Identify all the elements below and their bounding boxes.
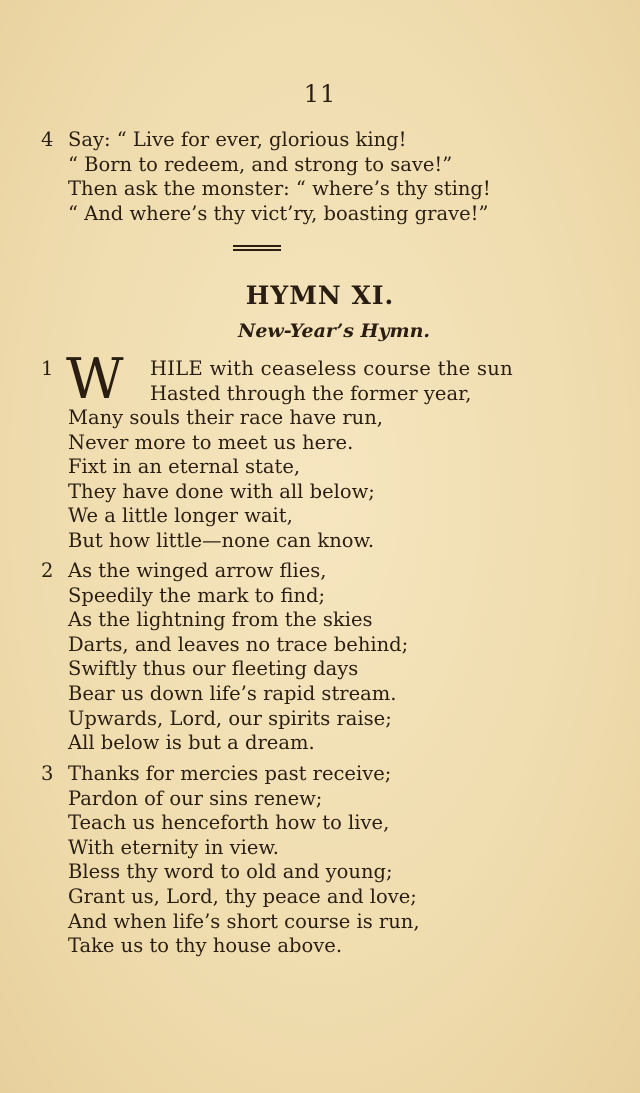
verse-line: Thanks for mercies past receive; bbox=[68, 762, 392, 785]
verse-line: Darts, and leaves no trace behind; bbox=[68, 632, 409, 656]
verse-line: Grant us, Lord, thy peace and love; bbox=[68, 884, 417, 908]
verse-line: Never more to meet us here. bbox=[68, 430, 354, 454]
verse-line: All below is but a dream. bbox=[68, 731, 315, 755]
verse-line: “ Born to redeem, and strong to save!” bbox=[68, 152, 453, 176]
hymn-title: HYMN XI. bbox=[245, 281, 395, 310]
stanza-number: 3 bbox=[41, 762, 54, 785]
verse-line: Swiftly thus our fleeting days bbox=[68, 657, 359, 681]
verse-line: Upwards, Lord, our spirits raise; bbox=[68, 706, 392, 730]
verse-line: Pardon of our sins renew; bbox=[68, 786, 323, 810]
section-divider bbox=[233, 245, 281, 251]
verse-line: With eternity in view. bbox=[68, 835, 279, 859]
verse-line: Fixt in an eternal state, bbox=[68, 455, 301, 479]
verse-line: Teach us henceforth how to live, bbox=[68, 811, 390, 835]
verse-line: Many souls their race have run, bbox=[68, 406, 383, 429]
verse-line: As the lightning from the skies bbox=[68, 608, 373, 632]
stanza-number: 1 bbox=[41, 357, 54, 380]
verse-line: We a little longer wait, bbox=[68, 504, 293, 528]
stanza-number: 2 bbox=[41, 559, 54, 582]
stanza-number: 4 bbox=[41, 128, 54, 151]
verse-line: They have done with all below; bbox=[68, 479, 375, 503]
verse-line: And when life’s short course is run, bbox=[68, 909, 420, 933]
hymn-subtitle: New-Year’s Hymn. bbox=[237, 320, 431, 342]
verse-line: Hasted through the former year, bbox=[150, 381, 472, 405]
page-number: 11 bbox=[303, 80, 337, 108]
verse-line: HILE with ceaseless course the sun bbox=[150, 357, 513, 380]
verse-line: Bless thy word to old and young; bbox=[68, 860, 393, 884]
verse-line: Say: “ Live for ever, glorious king! bbox=[68, 128, 407, 151]
drop-cap: W bbox=[66, 347, 124, 412]
verse-line: As the winged arrow flies, bbox=[68, 559, 327, 582]
verse-line: But how little—none can know. bbox=[68, 528, 375, 552]
verse-line: Bear us down life’s rapid stream. bbox=[68, 681, 397, 705]
verse-line: Speedily the mark to find; bbox=[68, 583, 326, 607]
verse-line: Then ask the monster: “ where’s thy sting! bbox=[68, 177, 491, 201]
verse-line: “ And where’s thy vict’ry, boasting grave!” bbox=[68, 201, 489, 225]
verse-line: Take us to thy house above. bbox=[68, 934, 343, 958]
